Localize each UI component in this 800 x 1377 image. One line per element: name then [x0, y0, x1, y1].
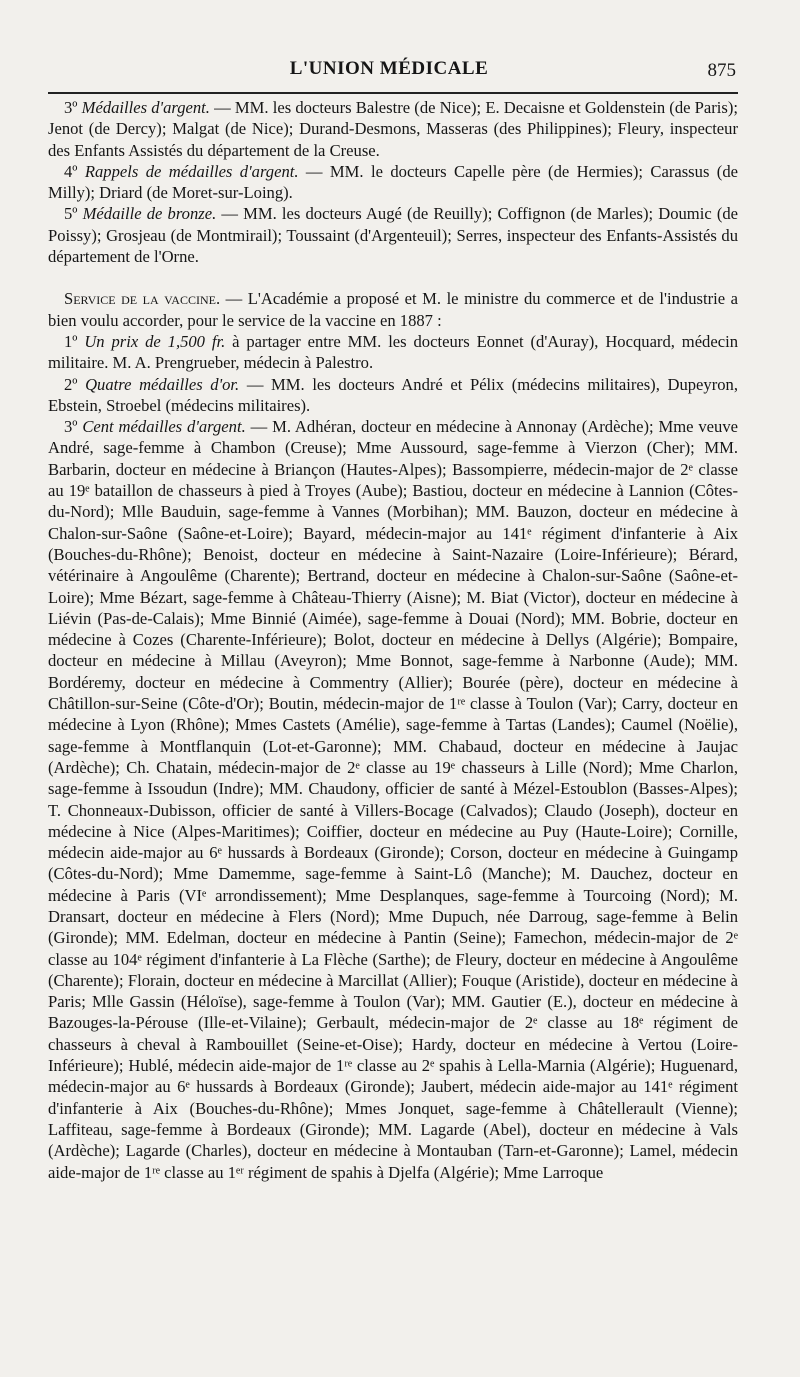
paragraph-text: — MM. les docteurs André et Pélix (médecins militaires), Dupeyron, Ebstein, Stroebel (médecins militaires). [48, 374, 738, 415]
page-number: 875 [707, 60, 736, 81]
paragraph-number: 5º [64, 204, 83, 224]
page-header [48, 48, 736, 86]
paragraph-text: — M. Adhéran, docteur en médecine à Annonay (Ardèche); Mme veuve André, sage-femme à Chambon (Creuse); Mme Aussourd, sage-femme à Vierzon (Cher); MM. Barbarin, docteur en médecine à Briançon (Hautes-Alpes); Bassompierre, médecin-major de 2ᵉ classe au 19ᵉ bataillon de chasseurs à pied à Troyes (Aube); Bastiou, docteur en médecine à Lannion (Côtes-du-Nord); Mlle Bauduin, sage-femme à Vannes (Morbihan); MM. Bauzon, docteur en médecine à Chalon-sur-Saône (Saône-et-Loire); Bayard, médecin-major au 141ᵉ régiment d'infanterie à Aix (Bouches-du-Rhône); Benoist, docteur en médecine à Saint-Nazaire (Loire-Inférieure); Bérard, vétérinaire à Angoulême (Charente); Bertrand, docteur en médecine à Chalon-sur-Saône (Saône-et-Loire); Mme Bézart, sage-femme à Château-Thierry (Aisne); M. Biat (Victor), docteur en médecine à Liévin (Pas-de-Calais); Mme Binnié (Aimée), sage-femme à Douai (Nord); MM. Bobrie, docteur en médecine à Cozes (Charente-Inférieure); Bolot, docteur en médecine à Dellys (Algérie); Bompaire, docteur en médecine à Millau (Aveyron); Mme Bonnot, sage-femme à Narbonne (Aude); MM. Bordéremy, docteur en médecine à Commentry (Allier); Bourée (père), docteur en médecine à Châtillon-sur-Seine (Côte-d'Or); Boutin, médecin-major de 1ʳᵉ classe à Toulon (Var); Carry, docteur en médecine à Lyon (Rhône); Mmes Castets (Amélie), sage-femme à Tartas (Landes); Caumel (Noëlie), sage-femme à Montflanquin (Lot-et-Garonne); MM. Chabaud, docteur en médecine à Jaujac (Ardèche); Ch. Chatain, médecin-major de 2ᵉ classe au 19ᵉ chasseurs à Lille (Nord); Mme Charlon, sage-femme à Issoudun (Indre); MM. Chaudony, officier de santé à Mézel-Estoublon (Basses-Alpes); T. Chonneaux-Dubisson, officier de santé à Villers-Bocage (Calvados); Claudo (Joseph), docteur en médecine à Nice (Alpes-Maritimes); Coiffier, docteur en médecine au Puy (Haute-Loire); Cornille, médecin aide-major au 6ᵉ hussards à Bordeaux (Gironde); Corson, docteur en médecine à Guingamp (Côtes-du-Nord); Mme Damemme, sage-femme à Saint-Lô (Manche); M. Dauchez, docteur en médecine à Paris (VIᵉ arrondissement); Mme Desplanques, sage-femme à Tourcoing (Nord); M. Dransart, docteur en médecine à Flers (Nord); Mme Dupuch, née Darroug, sage-femme à Belin (Gironde); MM. Edelman, docteur en médecine à Pantin (Seine); Famechon, médecin-major de 2ᵉ classe au 104ᵉ régiment d'infanterie à La Flèche (Sarthe); de Fleury, docteur en médecine à Angoulême (Charente); Florain, docteur en médecine à Marcillat (Allier); Fouque (Aristide), docteur en médecine à Paris; Mlle Gassin (Héloïse), sage-femme à Toulon (Var); MM. Gautier (E.), docteur en médecine à Bazouges-la-Pérouse (Ille-et-Vilaine); Gerbault, médecin-major de 2ᵉ classe au 18ᵉ régiment de chasseurs à cheval à Rambouillet (Seine-et-Oise); Hardy, docteur en médecine à Vertou (Loire-Inférieure); Hublé, médecin aide-major de 1ʳᵉ classe au 2ᵉ spahis à Lella-Marnia (Algérie); Huguenard, médecin-major au 6ᵉ hussards à Bordeaux (Gironde); Jaubert, médecin aide-major au 141ᵉ régiment d'infanterie à Aix (Bouches-du-Rhône); Mmes Jonquet, sage-femme à Châtellerault (Vienne); Laffiteau, sage-femme à Bordeaux (Gironde); MM. Lagarde (Abel), docteur en médecine à Vals (Ardèche); Lagarde (Charles), docteur en médecine à Montauban (Tarn-et-Garonne); Lamel, médecin aide-major de 1ʳᵉ classe au 1ᵉʳ régiment de spahis à Djelfa (Algérie); Mme Larroque [48, 417, 738, 1182]
paragraph-medailles-argent [48, 97, 738, 161]
paragraph-heading: Cent médailles d'argent. [82, 417, 246, 437]
paragraph-medaille-bronze [48, 203, 738, 267]
paragraph-medailles-or [48, 374, 738, 417]
paragraph-heading: Médaille de bronze. [82, 204, 217, 224]
paragraph-text: — L'Académie a proposé et M. le ministre du commerce et de l'industrie a bien voulu accorder, pour le service de la vaccine en 1887 : [48, 289, 738, 330]
paragraph-text: — MM. les docteurs Balestre (de Nice); E. Decaisne et Goldenstein (de Paris); Jenot (de Dercy); Malgat (de Nice); Durand-Desmons, Masseras (des Philippines); Fleury, inspecteur des Enfants Assistés du département de la Creuse. [48, 98, 738, 160]
running-title: L'UNION MÉDICALE [289, 58, 489, 79]
section-heading: Service de la vaccine. [64, 289, 221, 309]
paragraph-heading: Rappels de médailles d'argent. [84, 161, 299, 181]
paragraph-number: 1º [64, 331, 85, 351]
paragraph-number: 3º [64, 417, 83, 437]
header-rule [48, 92, 738, 94]
paragraph-heading: Un prix de 1,500 fr. [84, 331, 226, 351]
paragraph-number: 4º [64, 161, 85, 181]
paragraph-heading: Médailles d'argent. [81, 98, 210, 117]
paragraph-service-vaccine [48, 288, 738, 331]
article-body [48, 97, 738, 1183]
paragraph-cent-medailles [48, 416, 738, 1183]
paragraph-text: à partager entre MM. les docteurs Eonnet (d'Auray), Hocquard, médecin militaire. M. A. Prengrueber, médecin à Palestro. [48, 331, 738, 373]
paragraph-number: 3º [64, 98, 82, 117]
paragraph-rappels [48, 161, 738, 204]
paragraph-heading: Quatre médailles d'or. [85, 374, 240, 394]
paragraph-text: — MM. le docteurs Capelle père (de Hermies); Carassus (de Milly); Driard (de Moret-sur-Loing). [48, 161, 738, 203]
paragraph-prix [48, 331, 738, 374]
paragraph-number: 2º [64, 374, 86, 394]
paragraph-text: — MM. les docteurs Augé (de Reuilly); Coffignon (de Marles); Doumic (de Poissy); Grosjeau (de Montmirail); Toussaint (d'Argenteuil); Serres, inspecteur des Enfants-Assistés du département de l'Orne. [48, 204, 739, 267]
